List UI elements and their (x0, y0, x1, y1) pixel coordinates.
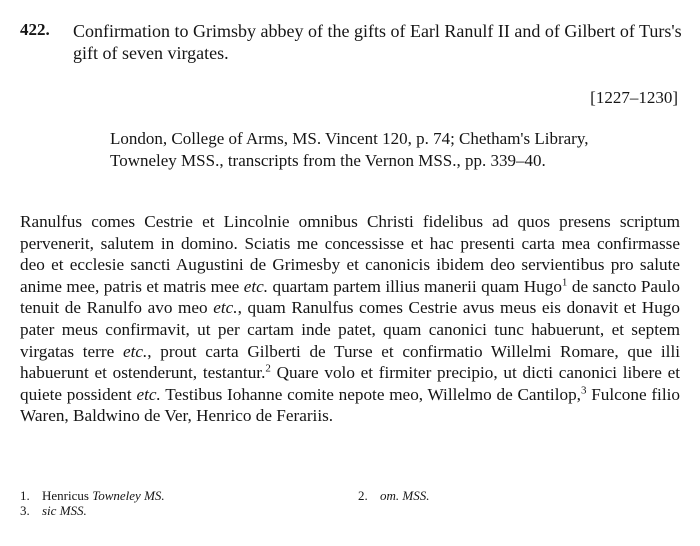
footnote-ref: 3 (580, 384, 587, 397)
footnote-source: Towneley MS. (92, 488, 165, 503)
footnote-number: 2. (358, 488, 368, 503)
charter-text-segment: , quam Ranulfus comes Cestrie avus meus eis donavit et Hugo pater meus confirmavit, ut per cartam inde patet, quam canonici tunc habuerunt, et septem virgatas terre (20, 298, 680, 361)
footnote-1 (20, 488, 165, 504)
footnote-3 (20, 503, 87, 519)
footnote-source: om. MSS. (380, 488, 430, 503)
footnote-ref: 2 (265, 362, 271, 375)
footnote-number: 1. (20, 488, 30, 503)
source-citation: London, College of Arms, MS. Vincent 120, p. 74; Chetham's Library, Towneley MSS., transcripts from the Vernon MSS., pp. 339–40. (110, 129, 589, 170)
entry-title: Confirmation to Grimsby abbey of the gifts of Earl Ranulf II and of Gilbert of Turs's gift of seven virgates. (73, 21, 682, 63)
footnote-source: sic MSS. (42, 503, 87, 518)
etc-abbreviation: etc. (136, 384, 161, 404)
charter-text-segment: quartam partem illius manerii quam Hugo (272, 276, 562, 296)
footnote-ref: 1 (561, 276, 568, 289)
charter-text-segment: Quare volo et firmiter precipio, ut dicti canonici libere et quiete possident (20, 363, 681, 404)
entry-date: [1227–1230] (590, 88, 678, 107)
etc-abbreviation: etc. (122, 341, 148, 361)
charter-text-segment: Fulcone filio Waren, Baldwino de Ver, Henrico de Ferariis. (20, 384, 680, 426)
entry-number: 422. (20, 20, 50, 39)
footnote-number: 3. (20, 503, 30, 518)
charter-text-segment: de sancto Paulo tenuit de Ranulfo avo meo (20, 276, 681, 318)
charter-text-segment: Ranulfus comes Cestrie et Lincolnie omnibus Christi fidelibus ad quos presens scriptum pervenerit, salutem in domino. Sciatis me concessisse et hac presenti carta mea confirmasse deo et ecclesie sancti Augustini de Grimesby et canonicis ibidem deo servientibus pro salute anime mee, patris et matris mee (20, 212, 680, 296)
footnote-word: Henricus (42, 488, 89, 503)
footnote-2 (358, 488, 429, 504)
etc-abbreviation: etc. (213, 298, 238, 318)
etc-abbreviation: etc. (243, 276, 269, 296)
charter-text-segment: Testibus Iohanne comite nepote meo, Willelmo de Cantilop, (165, 384, 581, 404)
charter-text (20, 211, 680, 427)
charter-text-segment: , prout carta Gilberti de Turse et confirmatio Willelmi Romare, que illi habuerunt et ostenderunt, testantur. (20, 341, 680, 383)
